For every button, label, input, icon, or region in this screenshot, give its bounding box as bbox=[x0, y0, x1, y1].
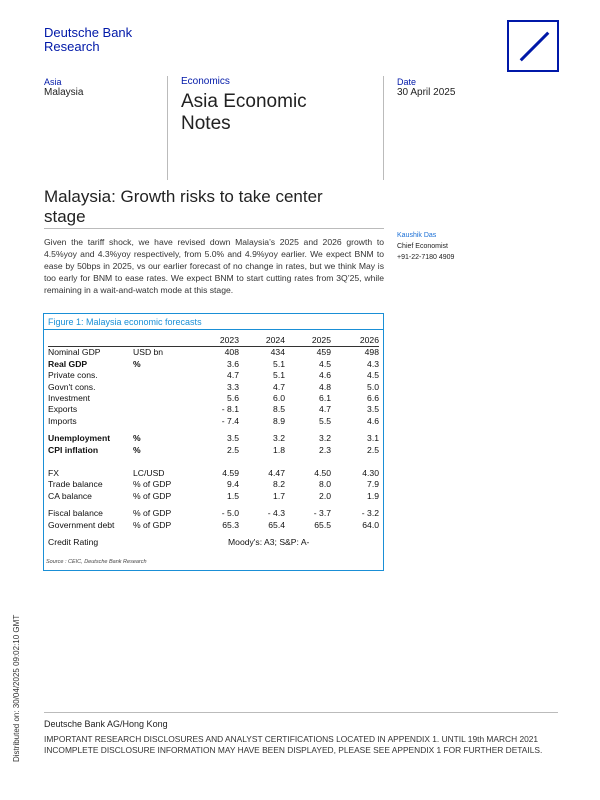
table-row bbox=[48, 491, 379, 502]
cell-value: - 7.4 bbox=[221, 415, 239, 426]
cell-value: 4.8 bbox=[319, 381, 331, 392]
cell-value: - 4.3 bbox=[267, 508, 285, 519]
figure-caption: Figure 1: Malaysia economic forecasts bbox=[48, 317, 202, 327]
table-row bbox=[48, 404, 379, 415]
cell-value: 5.6 bbox=[227, 393, 239, 404]
cell-value: 3.1 bbox=[367, 433, 379, 444]
table-row bbox=[48, 393, 379, 404]
row-label: Private cons. bbox=[48, 370, 98, 381]
cell-value: 2.5 bbox=[227, 444, 239, 455]
cell-value: 4.6 bbox=[367, 415, 379, 426]
table-row bbox=[48, 433, 379, 444]
cell-value: 8.0 bbox=[319, 479, 331, 490]
row-label: Exports bbox=[48, 404, 78, 415]
row-label: Govn't cons. bbox=[48, 381, 96, 392]
row-label: FX bbox=[48, 468, 59, 479]
cell-value: 5.1 bbox=[273, 358, 285, 369]
date-value: 30 April 2025 bbox=[397, 87, 456, 98]
brand-line1: Deutsche Bank bbox=[44, 25, 133, 40]
table-row bbox=[48, 520, 379, 531]
cell-value: - 8.1 bbox=[221, 404, 239, 415]
cell-value: 5.5 bbox=[319, 415, 331, 426]
cell-value: 4.3 bbox=[367, 358, 379, 369]
cell-value: 1.8 bbox=[273, 444, 285, 455]
article-summary: Given the tariff shock, we have revised down Malaysia’s 2025 and 2026 growth to 4.5%yoy and 4.3%yoy respectively, from 5.0% and 4.9%yoy earlier. We expect BNM to ease by 50bps in 2025, vs our earlier forecast of no change in rates, but we think May is too early for BNM to ease rates. We expect BNM to start cutting rates from 3Q’25, while remaining in a wait-and-watch mode at this stage. bbox=[44, 237, 384, 295]
row-label: Nominal GDP bbox=[48, 347, 101, 358]
cell-value: 1.5 bbox=[227, 490, 239, 501]
table-row bbox=[48, 416, 379, 427]
cell-value: 434 bbox=[270, 347, 285, 358]
row-label: Government debt bbox=[48, 519, 115, 530]
cell-value: 6.6 bbox=[367, 393, 379, 404]
cell-value: 3.6 bbox=[227, 358, 239, 369]
row-unit: % of GDP bbox=[133, 519, 172, 530]
cell-value: 408 bbox=[224, 347, 239, 358]
footer-disclosure: IMPORTANT RESEARCH DISCLOSURES AND ANALYST CERTIFICATIONS LOCATED IN APPENDIX 1. UNTIL 19th MARCH 2021 INCOMPLETE DISCLOSURE INFORMATION MAY HAVE BEEN DISPLAYED, PLEASE SEE APPENDIX 1 FOR FURTHER DETAILS. bbox=[44, 734, 543, 755]
table-row bbox=[48, 347, 379, 359]
cell-value: 4.5 bbox=[319, 358, 331, 369]
cell-value: - 5.0 bbox=[221, 508, 239, 519]
table-row bbox=[48, 359, 379, 370]
cell-value: 65.5 bbox=[314, 519, 331, 530]
author-block bbox=[397, 230, 454, 263]
cell-value: 4.30 bbox=[362, 468, 379, 479]
cell-value: 459 bbox=[316, 347, 331, 358]
cell-value: 3.3 bbox=[227, 381, 239, 392]
row-unit bbox=[133, 382, 193, 393]
cell-value: 5.0 bbox=[367, 381, 379, 392]
row-unit bbox=[133, 393, 193, 404]
cell-value: 1.9 bbox=[367, 490, 379, 501]
row-unit: % of GDP bbox=[133, 508, 172, 519]
row-unit: USD bn bbox=[133, 347, 164, 358]
table-row bbox=[48, 468, 379, 479]
row-unit bbox=[133, 370, 193, 381]
footer-rule bbox=[44, 712, 558, 713]
cell-value: 4.5 bbox=[367, 370, 379, 381]
year-header: 2025 bbox=[285, 335, 331, 347]
forecast-table bbox=[48, 335, 379, 549]
table-row bbox=[48, 382, 379, 393]
region-label: Asia bbox=[44, 77, 62, 87]
article-title bbox=[44, 187, 384, 227]
row-label: Credit Rating bbox=[48, 537, 99, 548]
table-row bbox=[48, 370, 379, 381]
row-label: Fiscal balance bbox=[48, 508, 103, 519]
cell-value: 4.7 bbox=[273, 381, 285, 392]
row-unit: % bbox=[133, 358, 141, 369]
deutsche-bank-logo-icon bbox=[507, 20, 559, 72]
series-title bbox=[181, 91, 307, 135]
row-unit: % bbox=[133, 444, 141, 455]
table-row bbox=[48, 445, 379, 456]
table-row bbox=[48, 508, 379, 519]
row-unit: % of GDP bbox=[133, 479, 172, 490]
distribution-stamp: Distributed on: 30/04/2025 09:02:10 GMT bbox=[12, 614, 21, 762]
header-divider-left bbox=[167, 76, 168, 180]
row-unit bbox=[133, 416, 193, 427]
author-phone: +91-22-7180 4909 bbox=[397, 254, 455, 261]
cell-value: 2.5 bbox=[367, 444, 379, 455]
cell-value: - 3.2 bbox=[361, 508, 379, 519]
row-unit: % of GDP bbox=[133, 490, 172, 501]
cell-value: 6.0 bbox=[273, 393, 285, 404]
cell-value: 64.0 bbox=[362, 519, 379, 530]
row-unit bbox=[133, 537, 193, 548]
cell-value: 65.4 bbox=[268, 519, 285, 530]
brand-line2: Research bbox=[44, 39, 100, 54]
date-label: Date bbox=[397, 77, 417, 87]
row-label: Investment bbox=[48, 393, 91, 404]
year-header: 2026 bbox=[331, 335, 379, 347]
table-row bbox=[48, 537, 379, 548]
cell-value: 3.5 bbox=[227, 433, 239, 444]
cell-value: 8.2 bbox=[273, 479, 285, 490]
article-title-line2: stage bbox=[44, 207, 86, 226]
cell-value: 4.7 bbox=[227, 370, 239, 381]
row-label: Unemployment bbox=[48, 433, 111, 444]
credit-rating-value: Moody's: A3; S&P: A- bbox=[228, 537, 310, 548]
header-divider-right bbox=[383, 76, 384, 180]
row-label: Real GDP bbox=[48, 358, 88, 369]
cell-value: 3.5 bbox=[367, 404, 379, 415]
year-header: 2023 bbox=[193, 335, 239, 347]
row-label: CPI inflation bbox=[48, 444, 99, 455]
author-name[interactable]: Kaushik Das bbox=[397, 232, 437, 239]
cell-value: 1.7 bbox=[273, 490, 285, 501]
author-title: Chief Economist bbox=[397, 243, 448, 250]
figure-source: Source : CEIC, Deutsche Bank Research bbox=[46, 559, 147, 565]
region-value: Malaysia bbox=[44, 87, 84, 98]
cell-value: 2.0 bbox=[319, 490, 331, 501]
cell-value: 4.59 bbox=[222, 468, 239, 479]
row-unit bbox=[133, 404, 193, 415]
row-unit: LC/USD bbox=[133, 468, 165, 479]
cell-value: 3.2 bbox=[273, 433, 285, 444]
cell-value: 6.1 bbox=[319, 393, 331, 404]
cell-value: 4.50 bbox=[314, 468, 331, 479]
cell-value: 65.3 bbox=[222, 519, 239, 530]
brand-name bbox=[44, 26, 132, 54]
cell-value: 5.1 bbox=[273, 370, 285, 381]
cell-value: 4.47 bbox=[268, 468, 285, 479]
figure-box bbox=[43, 313, 384, 571]
article-title-line1: Malaysia: Growth risks to take center bbox=[44, 187, 323, 206]
cell-value: 3.2 bbox=[319, 433, 331, 444]
year-header: 2024 bbox=[239, 335, 285, 347]
table-row bbox=[48, 479, 379, 490]
figure-caption-rule bbox=[44, 329, 383, 330]
cell-value: 7.9 bbox=[367, 479, 379, 490]
cell-value: 9.4 bbox=[227, 479, 239, 490]
cell-value: - 3.7 bbox=[313, 508, 331, 519]
series-title-line2: Notes bbox=[181, 113, 231, 134]
footer-entity: Deutsche Bank AG/Hong Kong bbox=[44, 719, 168, 729]
title-rule bbox=[44, 228, 384, 229]
cell-value: 4.6 bbox=[319, 370, 331, 381]
row-label: Trade balance bbox=[48, 479, 103, 490]
row-label: Imports bbox=[48, 415, 77, 426]
cell-value: 2.3 bbox=[319, 444, 331, 455]
row-unit: % bbox=[133, 433, 141, 444]
cell-value: 8.9 bbox=[273, 415, 285, 426]
series-title-line1: Asia Economic bbox=[181, 91, 307, 112]
table-header-row bbox=[48, 335, 379, 347]
row-label: CA balance bbox=[48, 490, 92, 501]
cell-value: 4.7 bbox=[319, 404, 331, 415]
cell-value: 498 bbox=[364, 347, 379, 358]
category-label: Economics bbox=[181, 76, 230, 87]
cell-value: 8.5 bbox=[273, 404, 285, 415]
